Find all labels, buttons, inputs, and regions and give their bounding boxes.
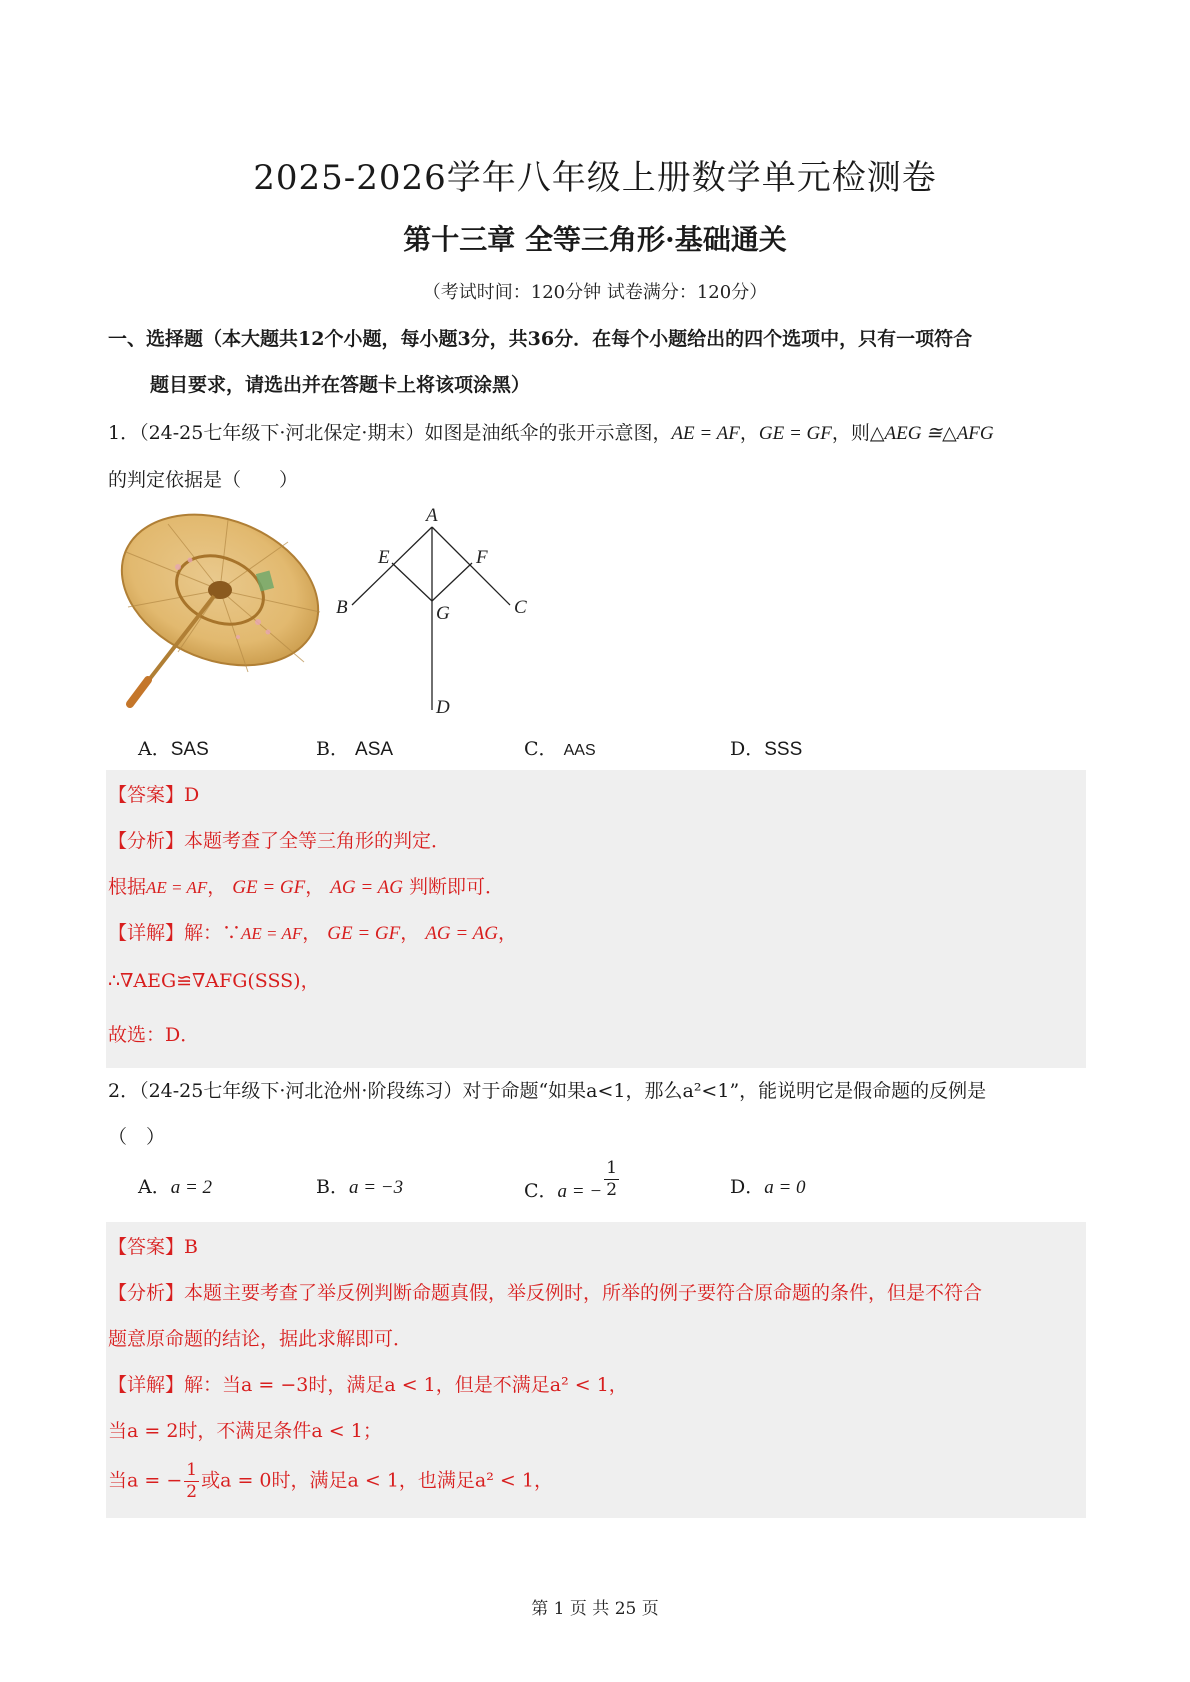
page-number: 第 1 页 共 25 页 (531, 1599, 659, 1619)
label-F: F (476, 547, 488, 568)
q2-stem-line1: 2．（24-25七年级下·河北沧州·阶段练习）对于命题“如果a<1，那么a²<1”，能说明它是假命题的反例是 (108, 1080, 987, 1102)
q1-answer: 【答案】D (108, 784, 200, 806)
exam-title: 2025-2026学年八年级上册数学单元检测卷 (253, 158, 937, 198)
q2-answer: 【答案】B (108, 1236, 198, 1258)
exam-info: （考试时间：120分钟 试卷满分：120分） (422, 282, 768, 303)
q1-cond1: AE = AF (671, 423, 740, 444)
label-C: C (514, 597, 527, 618)
label-A: A (426, 505, 438, 526)
q2-analysis-line1: 【分析】本题主要考查了举反例判断命题真假，举反例时，所举的例子要符合原命题的条件，但是不符合 (108, 1282, 983, 1304)
q1-prefix: 1．（24-25七年级下·河北保定·期末）如图是油纸伞的张开示意图， (108, 422, 672, 444)
chapter-subtitle: 第十三章 全等三角形·基础通关 (403, 223, 787, 256)
q1-analysis: 【分析】本题考查了全等三角形的判定． (108, 830, 451, 852)
q2-option-d[interactable]: D．a = 0 (730, 1176, 806, 1198)
q1-therefore: ∴∇AEG≌∇AFG(SSS)， (108, 970, 320, 992)
q1-option-a[interactable]: A．SAS (138, 738, 209, 760)
fraction-one-half: $\frac{1}{2}$ (606, 1158, 618, 1200)
fraction-one-half-detail: $\frac{1}{2}$ (186, 1460, 198, 1502)
q1-cond2: GE = GF (758, 423, 832, 444)
q1-stem-line2: 的判定依据是（ ） (108, 469, 299, 491)
section-heading-line1: 一、选择题（本大题共12个小题，每小题3分，共36分．在每个小题给出的四个选项中，只有一项符合 (108, 328, 973, 350)
q2-detail-1: 【详解】解：当a = −3时，满足a < 1，但是不满足a² < 1， (108, 1374, 628, 1396)
section-heading-line2: 题目要求，请选出并在答题卡上将该项涂黑） (150, 374, 531, 396)
q1-answer-box (106, 770, 1086, 1068)
segment-EG (392, 563, 432, 601)
q2-options (138, 1160, 1038, 1216)
q1-option-d[interactable]: D．SSS (730, 738, 803, 760)
q1-conclusion: 故选：D． (108, 1024, 200, 1046)
geometry-figure (330, 505, 550, 720)
label-G: G (436, 603, 450, 624)
label-D: D (436, 697, 450, 718)
oil-paper-umbrella-image (108, 512, 328, 712)
q2-analysis-line2: 题意原命题的结论，据此求解即可． (108, 1328, 413, 1350)
q1-congruence: △AEG ≅△AFG (869, 423, 994, 444)
segment-AB (352, 527, 432, 605)
q2-answer-box (106, 1222, 1086, 1518)
label-B: B (336, 597, 348, 618)
q1-analysis-2: 根据AE = AF， GE = GF， AG = AG 判断即可． (108, 876, 504, 898)
q2-option-c[interactable]: C．a = − $\frac{1}{2}$ (524, 1158, 618, 1202)
q2-option-a[interactable]: A．a = 2 (138, 1176, 213, 1198)
q2-stem-line2: （ ） (108, 1126, 166, 1148)
section-heading (108, 316, 1090, 408)
q1-mid: ，则 (831, 422, 870, 444)
q2-detail-2: 当a = 2时，不满足条件a < 1； (108, 1420, 382, 1442)
q1-option-c[interactable]: C． AAS (524, 738, 596, 760)
q1-options (138, 734, 1038, 760)
q1-detail: 【详解】解：∵AE = AF， GE = GF， AG = AG， (108, 922, 517, 944)
q1-option-b[interactable]: B． ASA (316, 738, 394, 760)
q1-stem: 1．（24-25七年级下·河北保定·期末）如图是油纸伞的张开示意图，AE = AF，GE = GF，则△AEG ≅△AFG 的判定依据是（ ） (108, 410, 1088, 503)
q2-detail-3: 当a = − $\frac{1}{2}$ 或a = 0时，满足a < 1，也满足a² < 1， (108, 1460, 553, 1502)
q2-option-b[interactable]: B．a = −3 (316, 1176, 404, 1198)
q2-stem (108, 1068, 1088, 1160)
segment-AC (432, 527, 510, 605)
label-E: E (378, 547, 390, 568)
segment-FG (432, 563, 472, 601)
